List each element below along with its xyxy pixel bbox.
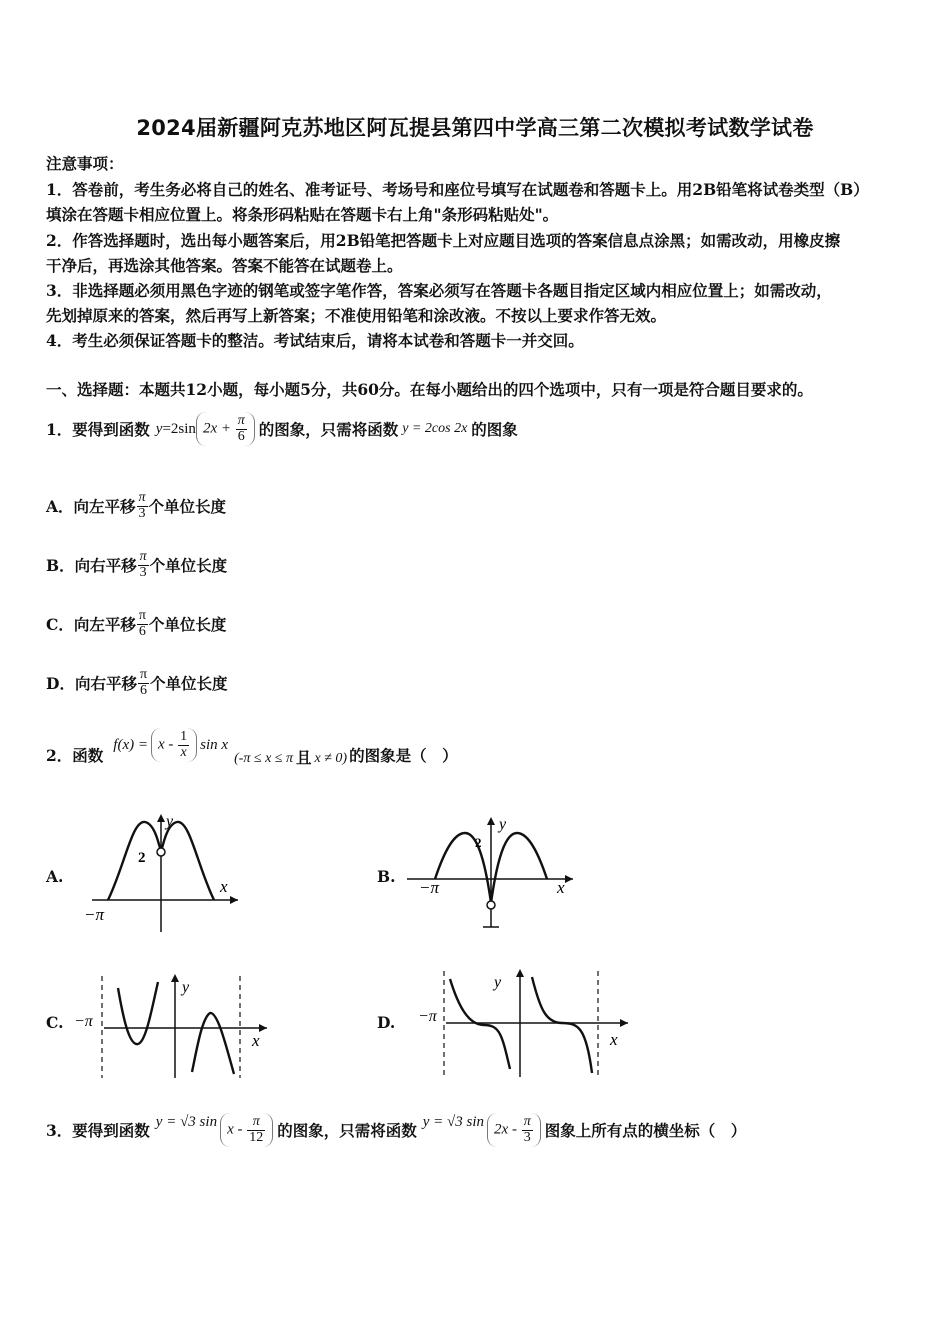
question-3-mid: 的图象，只需将函数 — [277, 1121, 417, 1140]
label-neg-pi: −π — [84, 905, 104, 924]
formula-text: x - — [227, 1121, 243, 1138]
label-x: x — [220, 877, 228, 896]
fraction-denominator: 3 — [523, 1129, 531, 1145]
q2-option-c-label[interactable]: C. — [46, 1013, 64, 1032]
option-label: A．向左平移 — [46, 497, 136, 516]
option-c[interactable] — [46, 604, 226, 644]
option-label: D．向右平移 — [46, 674, 137, 693]
label-neg-pi: −π — [74, 1013, 93, 1030]
fraction-numerator: π — [138, 489, 146, 505]
fraction — [522, 1115, 533, 1145]
q2-option-a-label[interactable]: A. — [46, 867, 64, 886]
question-2 — [46, 725, 458, 785]
fraction-numerator: π — [138, 607, 146, 623]
label-y: y — [499, 816, 507, 833]
fraction — [236, 414, 247, 444]
fraction-denominator: 3 — [138, 505, 146, 521]
label-y: y — [494, 974, 502, 991]
formula-text: 2x - — [494, 1121, 517, 1138]
question-3 — [46, 1100, 746, 1160]
formula-text: f(x) = — [113, 736, 148, 753]
y-axis-arrow — [171, 974, 179, 982]
notice-line: 1．答卷前，考生务必将自己的姓名、准考证号、考场号和座位号填写在试题卷和答题卡上。用2B铅笔将试卷类型（B） — [46, 180, 869, 199]
notice-line: 2．作答选择题时，选出每小题答案后，用2B铅笔把答题卡上对应题目选项的答案信息点涂黑；如需改动，用橡皮擦 — [46, 231, 841, 250]
formula-paren — [220, 1113, 273, 1147]
question-1-prefix: 1．要得到函数 — [46, 420, 150, 439]
fraction — [178, 730, 189, 760]
fraction-denominator: 6 — [139, 682, 147, 698]
domain-text: (-π ≤ x ≤ π — [234, 751, 293, 766]
fraction-numerator: π — [523, 1113, 531, 1129]
x-axis-arrow — [620, 1019, 628, 1027]
q2-option-b-label[interactable]: B. — [377, 867, 396, 886]
formula-text: sin x — [200, 736, 229, 753]
fraction — [138, 550, 149, 580]
fraction — [247, 1115, 265, 1145]
y-axis-arrow — [487, 817, 495, 825]
notice-line: 填涂在答题卡相应位置上。将条形码粘贴在答题卡右上角"条形码粘贴处"。 — [46, 205, 559, 224]
formula-text: y — [155, 420, 163, 437]
fraction-denominator: 6 — [138, 623, 146, 639]
option-label: C．向左平移 — [46, 615, 136, 634]
fraction — [137, 491, 148, 521]
question-1-tail: 的图象 — [471, 420, 518, 439]
question-2-tail: 的图象是（ ） — [349, 746, 458, 765]
fraction-numerator: π — [139, 666, 148, 682]
x-axis-arrow — [259, 1024, 267, 1032]
label-x: x — [557, 878, 565, 897]
label-neg-pi: −π — [418, 1008, 437, 1025]
notice-line: 3．非选择题必须用黑色字迹的钢笔或签字笔作答，答案必须写在答题卡各题目指定区域内相应位置上；如需改动， — [46, 281, 832, 300]
fraction-denominator: 3 — [139, 564, 147, 580]
notice-line: 先划掉原来的答案，然后再写上新答案；不准使用铅笔和涂改液。不按以上要求作答无效。 — [46, 306, 667, 325]
fraction-denominator: 12 — [249, 1129, 264, 1145]
formula-text: y = 2cos 2x — [402, 421, 468, 436]
label-two: 2 — [138, 850, 146, 866]
graph-c[interactable] — [72, 968, 272, 1083]
notice-line: 干净后，再选涂其他答案。答案不能答在试题卷上。 — [46, 256, 403, 275]
notice-line: 4．考生必须保证答题卡的整洁。考试结束后，请将本试卷和答题卡一并交回。 — [46, 331, 584, 350]
y-axis-arrow — [516, 969, 524, 977]
option-b[interactable] — [46, 545, 227, 585]
x-axis-arrow — [230, 896, 238, 904]
graph-d[interactable] — [410, 965, 635, 1083]
page-title: 2024届新疆阿克苏地区阿瓦提县第四中学高三第二次模拟考试数学试卷 — [136, 116, 814, 140]
label-two: 2 — [475, 835, 482, 850]
formula-text: x - — [157, 736, 174, 753]
fraction — [138, 668, 149, 698]
domain-text: x ≠ 0) — [314, 751, 348, 766]
graph-a[interactable] — [80, 810, 250, 935]
label-y: y — [182, 979, 190, 996]
q2-option-d-label[interactable]: D. — [377, 1013, 396, 1032]
curve-left — [118, 982, 158, 1044]
curve-right — [532, 977, 592, 1073]
option-suffix: 个单位长度 — [148, 497, 227, 516]
formula-text: 2x + — [202, 420, 231, 437]
section-heading: 一、选择题：本题共12小题，每小题5分，共60分。在每小题给出的四个选项中，只有一项是符合题目要求的。 — [46, 380, 813, 399]
option-suffix: 个单位长度 — [150, 674, 228, 693]
question-3-tail: 图象上所有点的横坐标（ ） — [544, 1121, 747, 1140]
y-axis-arrow — [157, 814, 165, 822]
fraction — [137, 609, 148, 639]
formula-text: y = √3 sin — [155, 1113, 218, 1130]
option-suffix: 个单位长度 — [149, 556, 228, 575]
question-1 — [46, 404, 518, 454]
fraction-numerator: π — [139, 548, 147, 564]
fraction-numerator: π — [237, 412, 245, 428]
label-y: y — [166, 813, 174, 830]
option-d[interactable] — [46, 663, 228, 703]
question-3-prefix: 3．要得到函数 — [46, 1121, 150, 1140]
option-suffix: 个单位长度 — [148, 615, 227, 634]
fraction-denominator: 6 — [237, 428, 245, 444]
label-neg-pi: −π — [419, 878, 439, 897]
curve-right — [192, 1013, 234, 1074]
x-axis-arrow — [565, 875, 573, 883]
question-1-mid: 的图象，只需将函数 — [258, 420, 399, 439]
graph-b[interactable] — [405, 815, 580, 935]
domain-and: 且 — [296, 748, 312, 767]
question-2-prefix: 2．函数 — [46, 746, 104, 765]
formula-text: =2sin — [162, 420, 196, 437]
formula-paren — [487, 1113, 541, 1147]
open-point — [487, 901, 495, 909]
notice-heading: 注意事项： — [46, 154, 124, 173]
curve-left — [450, 979, 510, 1069]
fraction-numerator: π — [247, 1115, 265, 1131]
label-x: x — [252, 1031, 260, 1050]
option-label: B．向右平移 — [46, 556, 137, 575]
open-point — [157, 848, 165, 856]
formula-paren — [151, 728, 197, 762]
fraction-numerator: 1 — [180, 728, 188, 744]
label-x: x — [610, 1030, 618, 1049]
fraction-denominator: x — [180, 744, 187, 760]
option-a[interactable] — [46, 486, 226, 526]
formula-paren — [196, 412, 255, 446]
formula-text: y = √3 sin — [422, 1113, 485, 1130]
